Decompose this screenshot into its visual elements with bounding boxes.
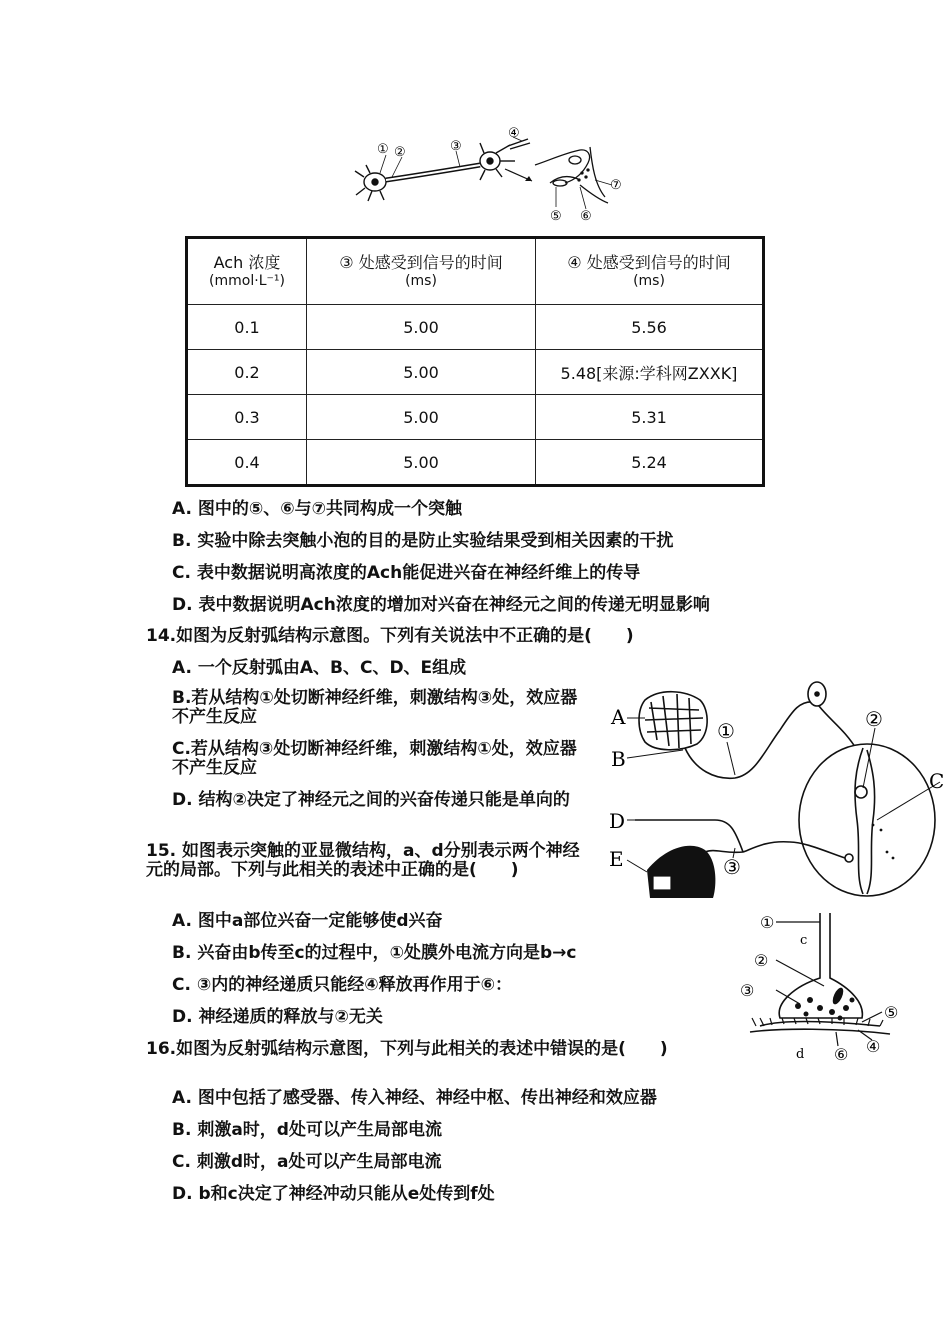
label-6: ⑥ (580, 209, 592, 224)
label-D: D (609, 809, 626, 833)
label-4: ④ (508, 126, 520, 141)
table-cell: 0.1 (187, 305, 307, 350)
table-row (187, 305, 764, 350)
table-cell: 0.3 (187, 395, 307, 440)
q15-option-c: C. ③内的神经递质只能经④释放再作用于⑥： (172, 975, 513, 995)
synapse-figure (740, 908, 910, 1068)
table-cell: 5.24 (536, 440, 764, 486)
q15-stem: 15. 如图表示突触的亚显微结构，a、d分别表示两个神经元的局部。下列与此相关的表述中正确的是( ) (146, 841, 580, 880)
q13-option-d: D. 表中数据说明Ach浓度的增加对兴奋在神经元之间的传递无明显影响 (172, 595, 710, 615)
q14-option-a: A. 一个反射弧由A、B、C、D、E组成 (172, 658, 467, 678)
q15-option-d: D. 神经递质的释放与②无关 (172, 1007, 383, 1027)
label-2: ② (754, 951, 769, 970)
label-c: c (800, 933, 808, 948)
label-3: ③ (740, 981, 755, 1000)
q13-option-c: C. 表中数据说明高浓度的Ach能促进兴奋在神经纤维上的传导 (172, 563, 641, 583)
label-7: ⑦ (610, 178, 622, 193)
ach-data-table (185, 236, 765, 487)
q15-option-a: A. 图中a部位兴奋一定能够使d兴奋 (172, 911, 443, 931)
label-3: ③ (450, 139, 462, 154)
label-2: ② (865, 707, 883, 731)
header-time-3: ③ 处感受到信号的时间 (ms) (307, 238, 536, 305)
table-cell: 5.56 (536, 305, 764, 350)
header-ach: Ach 浓度 (mmol·L⁻¹) (187, 238, 307, 305)
label-1: ① (717, 719, 735, 743)
table-cell: 5.00 (307, 440, 536, 486)
q16-stem: 16.如图为反射弧结构示意图，下列与此相关的表述中错误的是( ) (146, 1039, 668, 1059)
q13-option-b: B. 实验中除去突触小泡的目的是防止实验结果受到相关因素的干扰 (172, 531, 674, 551)
label-1: ① (377, 142, 389, 157)
table-cell: 5.48[来源:学科网ZXXK] (536, 350, 764, 395)
reflex-arc-figure (605, 680, 950, 905)
label-6: ⑥ (834, 1045, 849, 1064)
q14-option-d: D. 结构②决定了神经元之间的兴奋传递只能是单向的 (172, 790, 570, 810)
label-1: ① (760, 913, 775, 932)
table-header-row (187, 238, 764, 305)
label-5: ⑤ (550, 209, 562, 224)
receptor-skin (639, 692, 707, 750)
label-3: ③ (723, 855, 741, 879)
synapse-magnified (535, 147, 608, 203)
q16-option-c: C. 刺激d时，a处可以产生局部电流 (172, 1152, 442, 1172)
label-4: ④ (866, 1037, 881, 1056)
label-2: ② (394, 145, 406, 160)
table-cell: 5.00 (307, 350, 536, 395)
q14-option-b: B.若从结构①处切断神经纤维，刺激结构③处，效应器不产生反应 (172, 688, 578, 727)
table-cell: 5.31 (536, 395, 764, 440)
table-cell: 0.4 (187, 440, 307, 486)
q13-option-a: A. 图中的⑤、⑥与⑦共同构成一个突触 (172, 499, 463, 519)
label-5: ⑤ (884, 1003, 899, 1022)
q16-option-a: A. 图中包括了感受器、传入神经、神经中枢、传出神经和效应器 (172, 1088, 657, 1108)
q15-option-b: B. 兴奋由b传至c的过程中，①处膜外电流方向是b→c (172, 943, 577, 963)
label-A: A (611, 705, 626, 729)
header-time-4: ④ 处感受到信号的时间 (ms) (536, 238, 764, 305)
q14-option-c: C.若从结构③处切断神经纤维，刺激结构①处，效应器不产生反应 (172, 739, 577, 778)
table-row (187, 440, 764, 486)
label-B: B (611, 747, 626, 771)
q16-option-d: D. b和c决定了神经冲动只能从e处传到f处 (172, 1184, 495, 1204)
neuron-synapse-figure (350, 125, 630, 225)
label-C: C (929, 769, 945, 793)
q16-option-b: B. 刺激a时，d处可以产生局部电流 (172, 1120, 442, 1140)
table-cell: 0.2 (187, 350, 307, 395)
table-cell: 5.00 (307, 395, 536, 440)
table-row (187, 350, 764, 395)
q14-stem: 14.如图为反射弧结构示意图。下列有关说法中不正确的是( ) (146, 626, 634, 646)
table-cell: 5.00 (307, 305, 536, 350)
neuron-cell-body-1 (355, 165, 386, 201)
neuron-cell-body-2 (480, 139, 530, 180)
label-d: d (796, 1047, 805, 1062)
label-E: E (609, 847, 624, 871)
table-row (187, 395, 764, 440)
